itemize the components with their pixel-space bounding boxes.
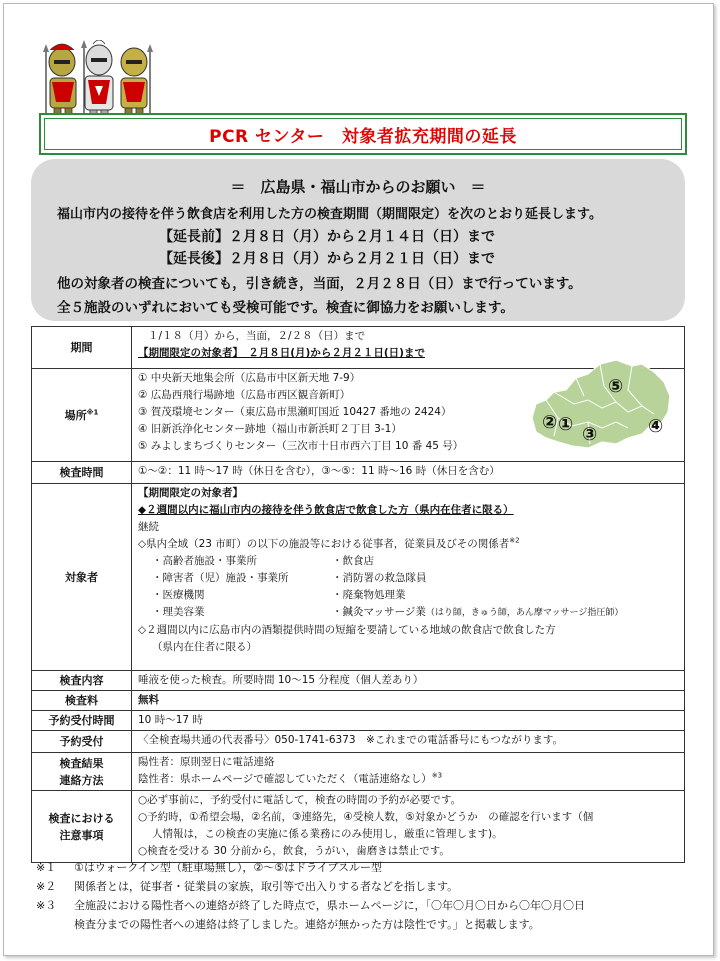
info-table (31, 326, 685, 863)
location-label-sup: ※1 (86, 407, 99, 416)
caution-label-cell (32, 791, 132, 863)
footnote-3-cont (36, 915, 585, 934)
caution-label-2: 注意事項 (59, 828, 104, 842)
target-label: 対象者 (32, 484, 132, 671)
location-label-cell (32, 369, 132, 462)
reserve-label: 予約受付 (32, 731, 132, 753)
result-negative-line (138, 771, 678, 788)
location-list (138, 370, 678, 455)
footnote-3-cont-key (36, 915, 74, 934)
row-caution (32, 791, 685, 863)
caution-label-1: 検査における (48, 811, 115, 825)
map-marker-4: ④ (648, 416, 664, 437)
title-banner (39, 113, 687, 155)
period-line-1: １/１８（月）から，当面，２/２８（日）まで (148, 330, 366, 342)
footnote-2-key: ※２ (36, 880, 57, 893)
row-target (32, 484, 685, 671)
map-marker-3: ③ (582, 424, 598, 445)
result-label-1: 検査結果 (59, 756, 104, 770)
notice-line-3: 全５施設のいずれにおいても受検可能です。検査に御協力をお願いします。 (57, 300, 514, 316)
fee-text: 無料 (132, 691, 685, 711)
map-marker-1: ① (558, 414, 574, 435)
location-item-2: ② 広島西飛行場跡地（広島市西区観音新町） (138, 389, 351, 401)
target-staff: ◇県内全域（23 市町）の以下の施設等における従事者，従業員及びその関係者 (138, 538, 510, 550)
notice-box (31, 159, 685, 321)
footnote-2-text: 関係者とは，従事者・従業員の家族，取引等で出入りする者などを指します。 (74, 880, 459, 893)
facility-right-4 (332, 604, 678, 622)
location-label: 場所 (64, 408, 87, 422)
hours-text: ①～②：11 時～17 時（休日を含む），③～⑤：11 時～16 時（休日を含む） (132, 462, 685, 484)
map-marker-2: ② (542, 412, 558, 433)
massage-note: （はり師，きゅう師，あん摩マッサージ指圧師） (425, 608, 624, 618)
location-cell (132, 369, 685, 462)
caution-cell (132, 791, 685, 863)
facility-left-4: ・理美容業 (152, 606, 205, 618)
hiroshima-map (524, 356, 674, 456)
result-label-2: 連絡方法 (59, 773, 104, 787)
footnote-1 (36, 858, 585, 877)
row-content (32, 671, 685, 691)
footnote-3-key: ※３ (36, 899, 57, 912)
target-diner: ◇２週間以内に広島市内の酒類提供時間の短縮を要請している地域の飲食店で飲食した方 (138, 624, 556, 636)
row-reserve-hours (32, 711, 685, 731)
result-negative-sup: ※3 (431, 771, 443, 780)
notice-heading: ＝ 広島県・福山市からのお願い ＝ (230, 178, 486, 196)
result-label-cell (32, 753, 132, 791)
fee-label: 検査料 (32, 691, 132, 711)
target-continue: 継続 (138, 521, 159, 533)
hours-label: 検査時間 (32, 462, 132, 484)
footnote-1-text: ①はウォークイン型（駐車場無し），②～⑤はドライブスルー型 (74, 861, 382, 874)
footnote-3-text: 全施設における陽性者への連絡が終了した時点で，県ホームページに，「〇年〇月〇日から〇年〇月〇日 (74, 899, 586, 912)
caution-line-3: ○検査を受ける 30 分前から，飲食，うがい，歯磨きは禁止です。 (138, 845, 450, 857)
notice-after: 【延長後】２月８日（月）から２月２１日（日）まで (159, 251, 495, 267)
caution-line-2b: 人情報は，この検査の実施に係る業務にのみ使用し，厳重に管理します)。 (152, 828, 503, 840)
facility-grid (138, 553, 678, 622)
facility-right-3: ・廃棄物処理業 (332, 589, 406, 601)
row-hours (32, 462, 685, 484)
result-negative: 陰性者：県ホームページで確認していただく（電話連絡なし） (138, 773, 432, 785)
reserve-text: 〈全検査場共通の代表番号〉050-1741-6373 ※これまでの電話番号にもつながります。 (132, 731, 685, 753)
row-location (32, 369, 685, 462)
page-title: PCR センター 対象者拡充期間の延長 (209, 126, 517, 147)
footnote-1-key: ※１ (36, 861, 57, 874)
footnotes (36, 858, 585, 934)
footnote-2 (36, 877, 585, 896)
result-positive: 陽性者：原則翌日に電話連絡 (138, 756, 275, 768)
period-line-2: 【期間限定の対象者】 ２月８日(月)から２月２１日(日)まで (138, 347, 425, 359)
target-staff-line (138, 536, 678, 553)
reserve-hours-label: 予約受付時間 (32, 711, 132, 731)
content-label: 検査内容 (32, 671, 132, 691)
content-text: 唾液を使った検査。所要時間 10～15 分程度（個人差あり） (132, 671, 685, 691)
facility-right-2: ・消防署の救急隊員 (332, 572, 427, 584)
target-limited-head: 【期間限定の対象者】 (138, 487, 243, 499)
reserve-hours-text: 10 時～17 時 (132, 711, 685, 731)
footnote-3-cont-text: 検査分までの陽性者への連絡は終了しました。連絡が無かった方は陰性です。」と掲載します。 (74, 918, 540, 931)
footnote-3 (36, 896, 585, 915)
target-cell (132, 484, 685, 671)
location-item-3: ③ 賀茂環境センター（東広島市黒瀬町国近 10427 番地の 2424） (138, 406, 452, 418)
notice-line-2: 他の対象者の検査についても，引き続き，当面，２月２８日（日）まで行っています。 (57, 276, 582, 292)
period-label: 期間 (32, 327, 132, 369)
row-fee (32, 691, 685, 711)
target-limited-item: ◆２週間以内に福山市内の接待を伴う飲食店で飲食した方（県内在住者に限る） (138, 504, 514, 516)
result-cell (132, 753, 685, 791)
location-item-5: ⑤ みよしまちづくりセンター（三次市十日市西六丁目 10 番 45 号） (138, 440, 464, 452)
facility-left-1: ・高齢者施設・事業所 (152, 555, 257, 567)
notice-before: 【延長前】２月８日（月）から２月１４日（日）まで (159, 229, 495, 245)
target-diner-note: （県内在住者に限る） (152, 641, 257, 653)
facility-left-3: ・医療機関 (152, 589, 205, 601)
row-result (32, 753, 685, 791)
map-marker-5: ⑤ (608, 376, 624, 397)
facility-massage: ・鍼灸マッサージ業 (332, 606, 426, 618)
caution-line-2: ○予約時，①希望会場，②名前，③連絡先，④受検人数，⑤対象かどうか の確認を行います（個 (138, 811, 594, 823)
location-item-4: ④ 旧新浜浄化センター跡地（福山市新浜町２丁目 3-1） (138, 423, 402, 435)
facility-right-1: ・飲食店 (332, 555, 374, 567)
caution-line-1: ○必ず事前に，予約受付に電話して，検査の時間の予約が必要です。 (138, 794, 462, 806)
target-staff-sup: ※2 (509, 536, 520, 545)
row-reserve (32, 731, 685, 753)
notice-line-1: 福山市内の接待を伴う飲食店を利用した方の検査期間（期間限定）を次のとおり延長します。 (57, 207, 602, 222)
facility-left-2: ・障害者（児）施設・事業所 (152, 572, 289, 584)
location-item-1: ① 中央新天地集会所（広島市中区新天地 7-9） (138, 372, 361, 384)
